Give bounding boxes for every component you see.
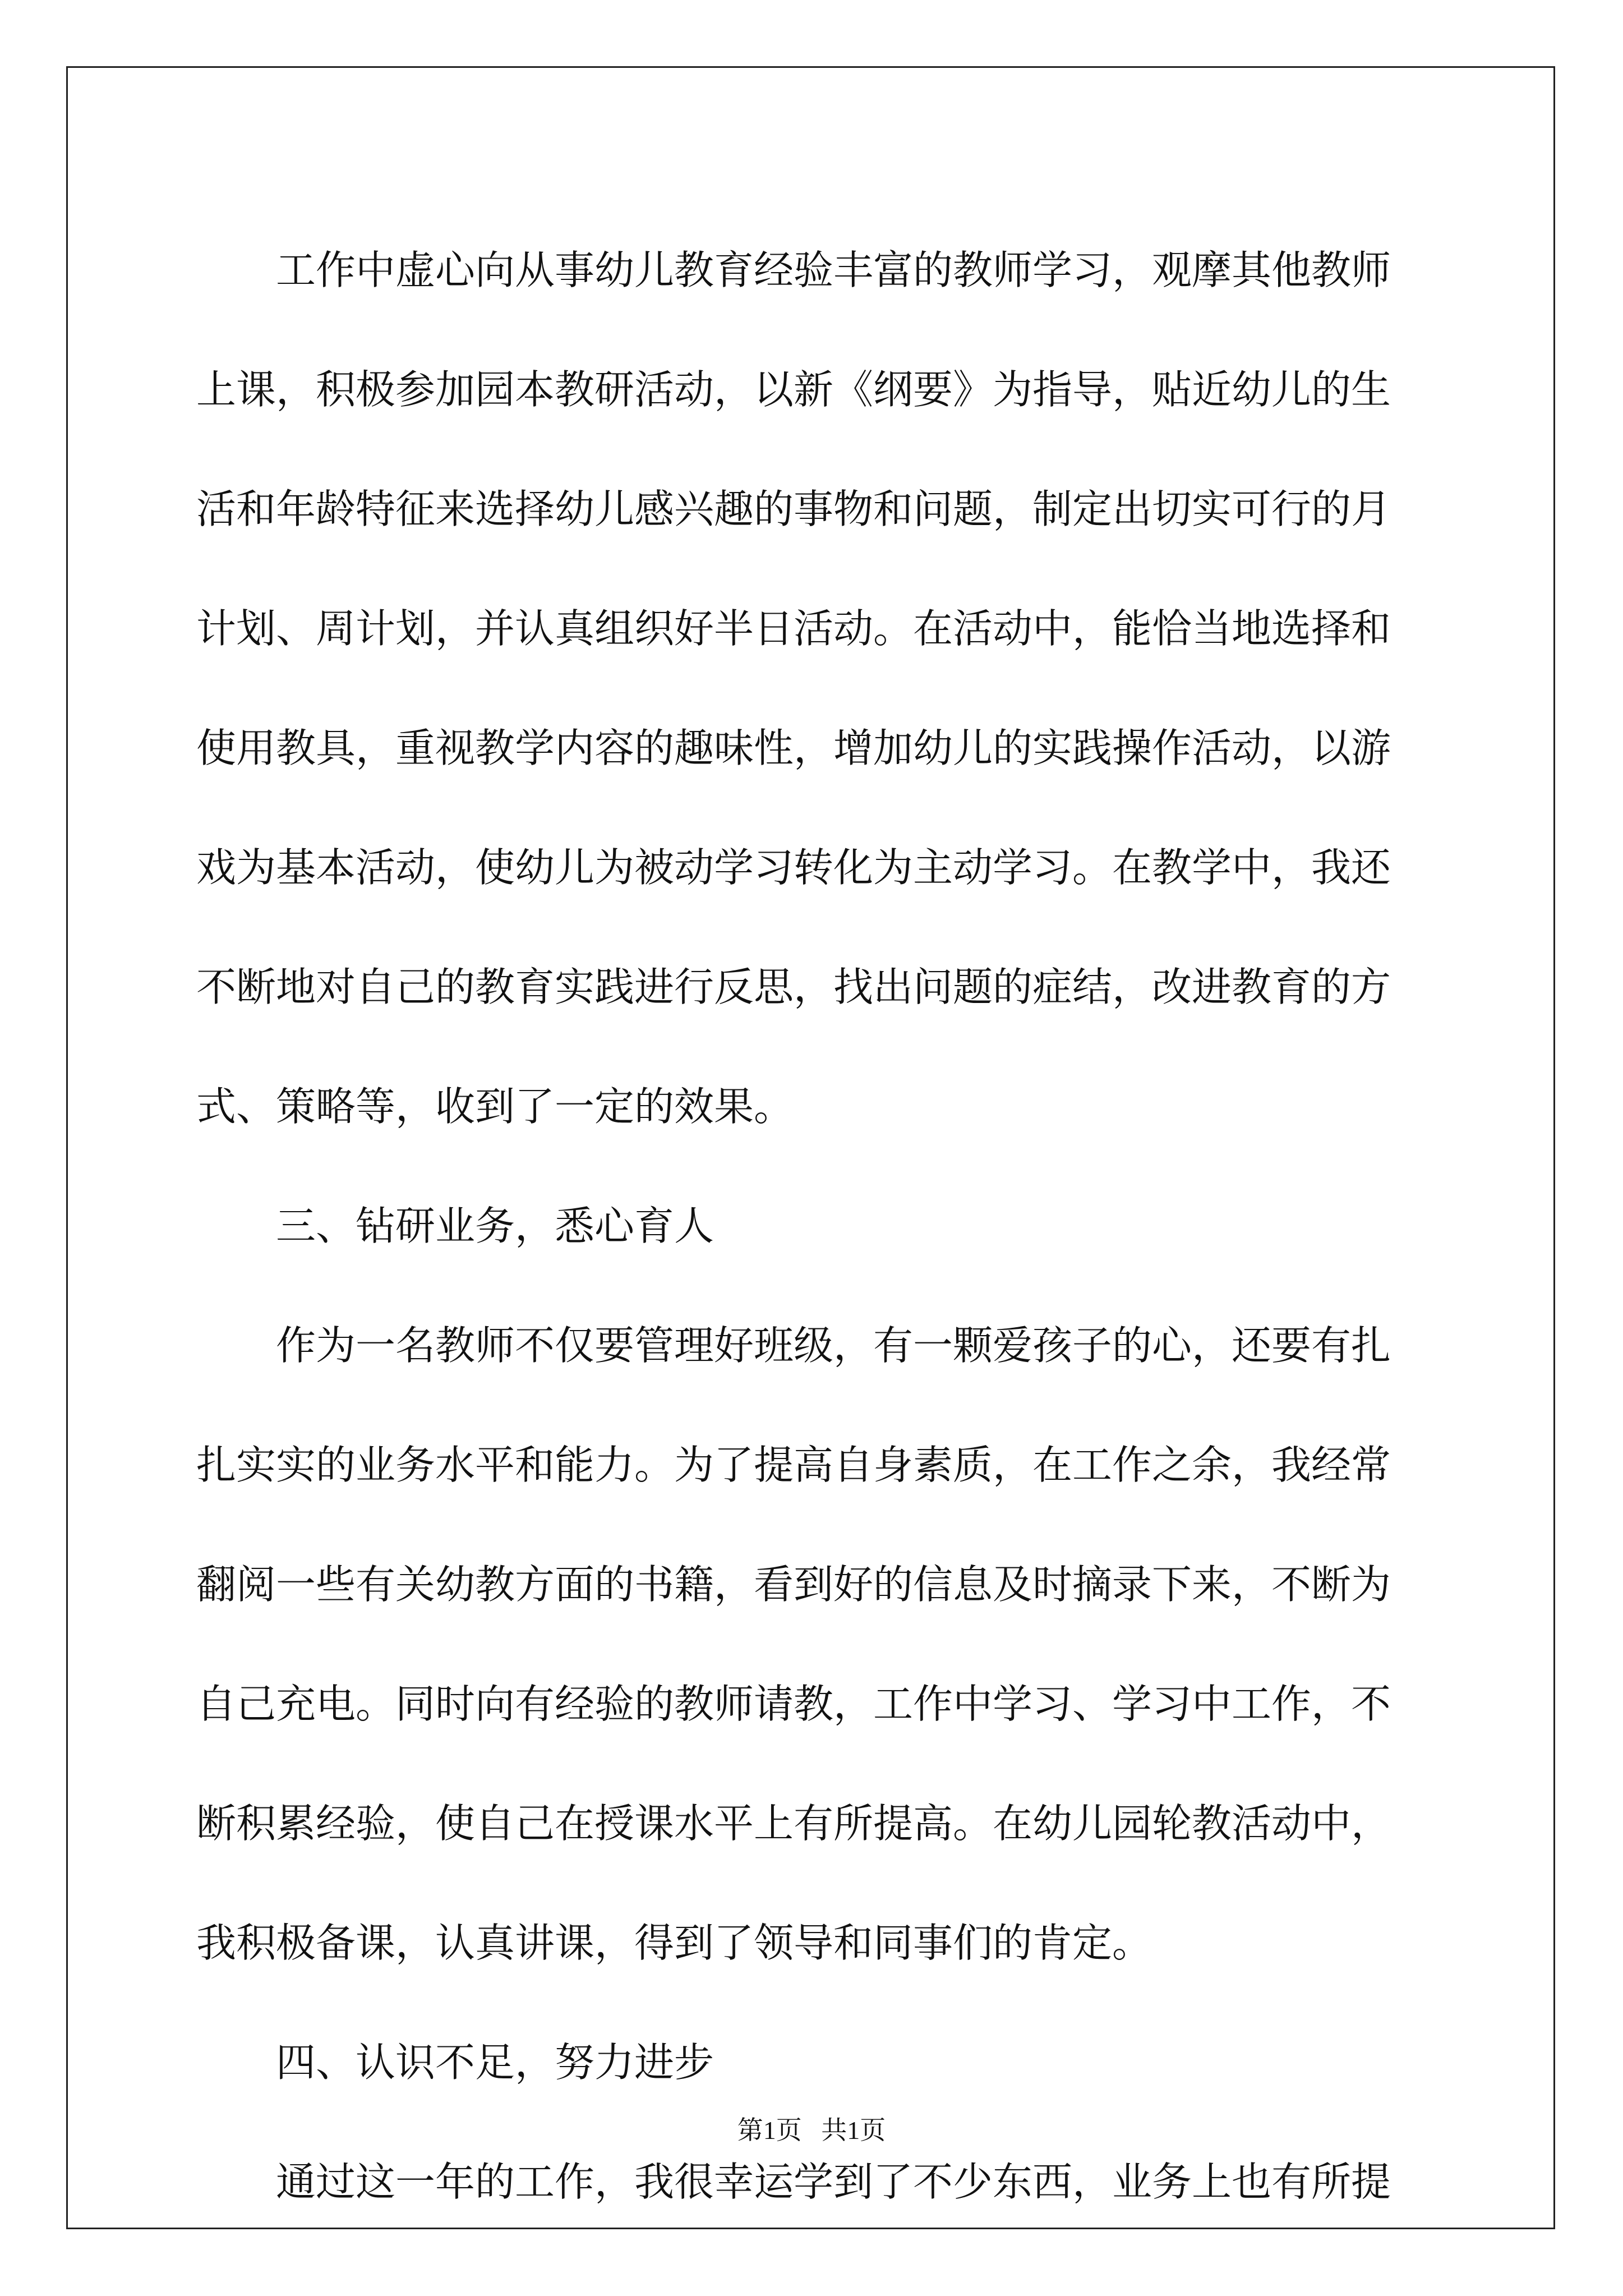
text-line: 上课，积极参加园本教研活动，以新《纲要》为指导，贴近幼儿的生: [196, 366, 1391, 413]
document-body: [196, 210, 1430, 2242]
text-line: 式、策略等，收到了一定的效果。: [196, 1083, 794, 1130]
section-heading: 三、钻研业务，悉心育人: [276, 1203, 714, 1249]
text-line: 活和年龄特征来选择幼儿感兴趣的事物和问题，制定出切实可行的月: [196, 486, 1391, 532]
text-line: 翻阅一些有关幼教方面的书籍，看到好的信息及时摘录下来，不断为: [196, 1561, 1391, 1608]
section-heading: 四、认识不足，努力进步: [276, 2039, 714, 2086]
text-line: 不断地对自己的教育实践进行反思，找出问题的症结，改进教育的方: [196, 964, 1391, 1010]
page-footer: 第1页 共1页: [737, 2116, 886, 2145]
text-line: 通过这一年的工作，我很幸运学到了不少东西，业务上也有所提: [276, 2159, 1391, 2205]
text-line: 作为一名教师不仅要管理好班级，有一颗爱孩子的心，还要有扎: [276, 1322, 1391, 1369]
text-line: 自己充电。同时向有经验的教师请教，工作中学习、学习中工作，不: [196, 1681, 1391, 1727]
text-line: 计划、周计划，并认真组织好半日活动。在活动中，能恰当地选择和: [196, 605, 1391, 652]
text-line: 使用教具，重视教学内容的趣味性，增加幼儿的实践操作活动，以游: [196, 725, 1391, 771]
text-line: 我积极备课，认真讲课，得到了领导和同事们的肯定。: [196, 1920, 1152, 1966]
text-line: 扎实实的业务水平和能力。为了提高自身素质，在工作之余，我经常: [196, 1442, 1391, 1488]
text-line: 戏为基本活动，使幼儿为被动学习转化为主动学习。在教学中，我还: [196, 844, 1391, 891]
text-line: 工作中虚心向从事幼儿教育经验丰富的教师学习，观摩其他教师: [276, 247, 1391, 293]
text-line: 断积累经验，使自己在授课水平上有所提高。在幼儿园轮教活动中，: [196, 1800, 1391, 1847]
